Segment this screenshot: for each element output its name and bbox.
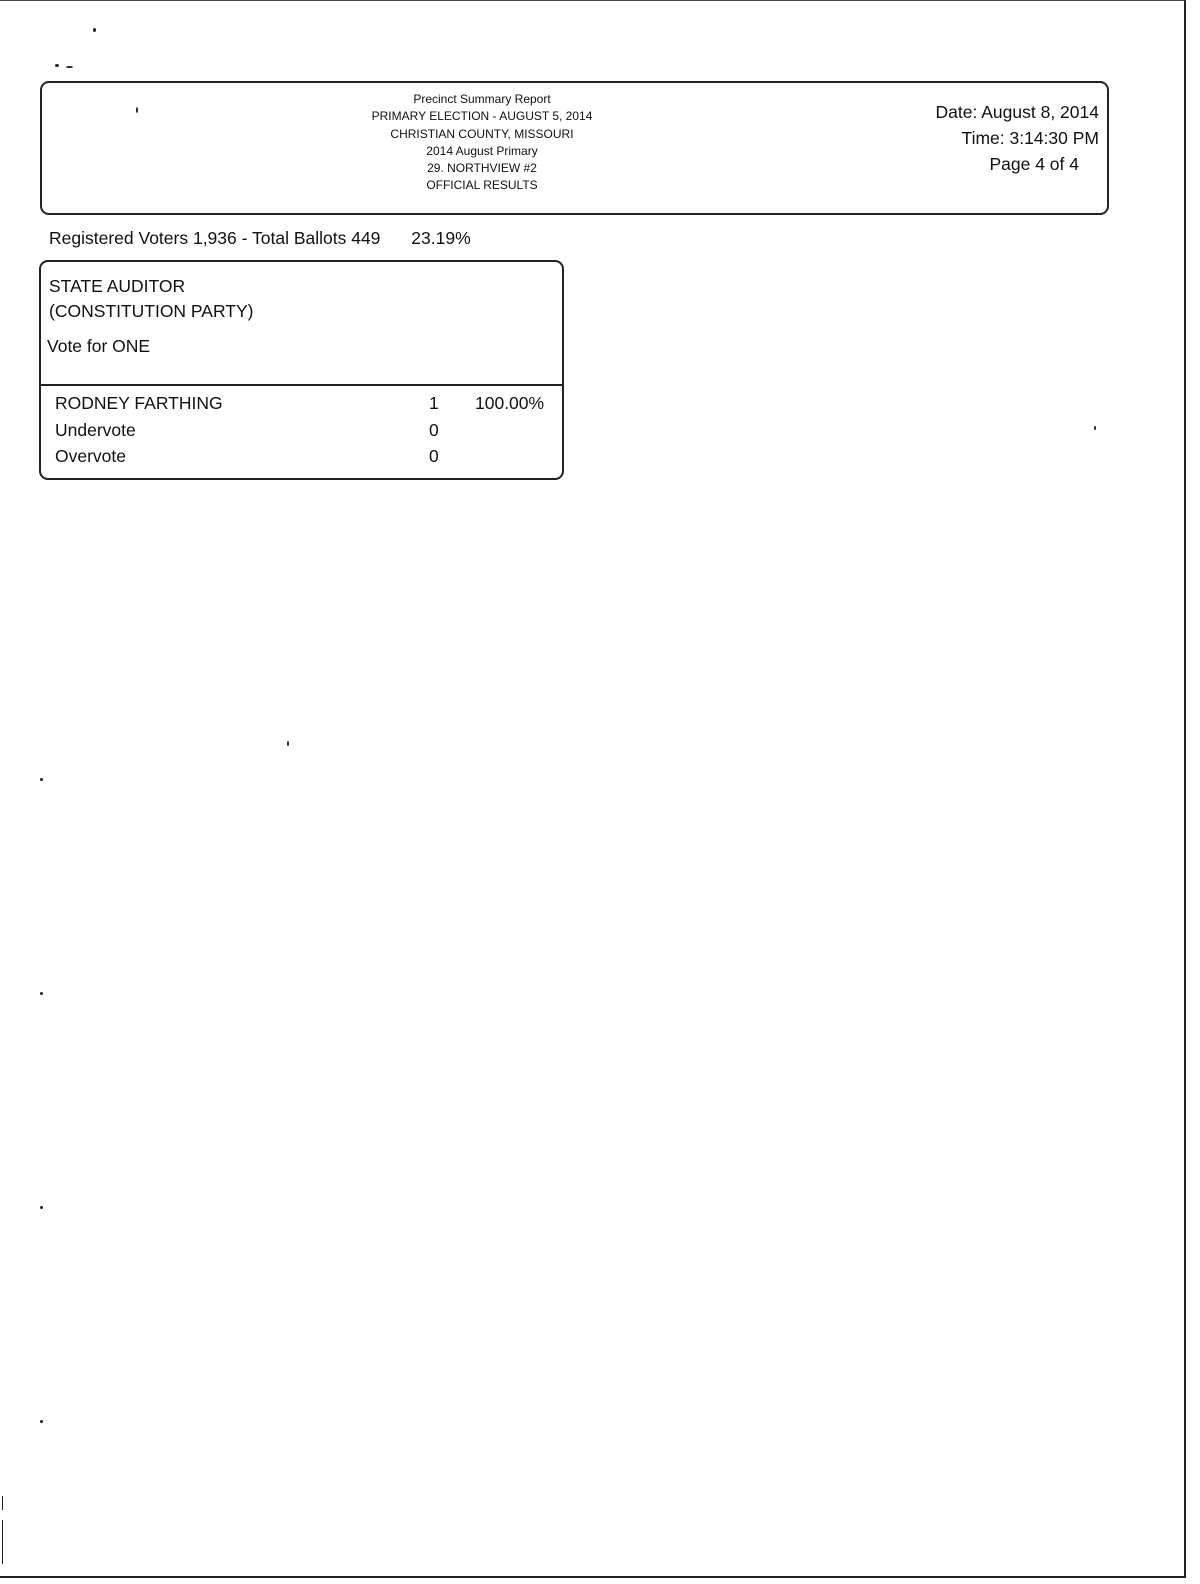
vote-for-label: Vote for ONE xyxy=(47,336,151,356)
turnout-summary xyxy=(49,228,471,249)
results-status: OFFICIAL RESULTS xyxy=(426,178,538,193)
election-name: PRIMARY ELECTION - AUGUST 5, 2014 xyxy=(371,109,593,124)
registered-voters: Registered Voters 1,936 - Total Ballots 449 xyxy=(49,228,381,248)
report-title-block xyxy=(292,91,672,195)
scan-speck xyxy=(40,992,43,995)
vote-count: 0 xyxy=(429,446,439,466)
vote-count: 1 xyxy=(429,393,439,413)
scan-speck xyxy=(40,1420,43,1423)
results-list xyxy=(55,393,555,473)
contest-box xyxy=(39,260,564,480)
scan-speck xyxy=(1094,426,1096,430)
scan-speck xyxy=(2,1496,3,1510)
report-time: Time: 3:14:30 PM xyxy=(961,128,1099,148)
report-meta xyxy=(899,99,1099,177)
contest-title xyxy=(49,274,254,324)
county-name: CHRISTIAN COUNTY, MISSOURI xyxy=(390,126,574,141)
result-row xyxy=(55,446,555,473)
page-number: Page 4 of 4 xyxy=(989,154,1079,174)
scan-speck xyxy=(93,28,96,32)
scan-speck xyxy=(66,66,73,68)
candidate-name: RODNEY FARTHING xyxy=(55,393,223,413)
contest-divider xyxy=(41,384,562,386)
vote-count: 0 xyxy=(429,419,439,440)
report-header xyxy=(40,81,1109,215)
result-row xyxy=(55,393,555,420)
turnout-percent: 23.19% xyxy=(411,228,471,248)
election-subtitle: 2014 August Primary xyxy=(426,143,538,158)
scan-speck xyxy=(287,741,289,746)
candidate-name: Undervote xyxy=(55,419,136,440)
scan-speck xyxy=(40,778,43,781)
vote-percent: 100.00% xyxy=(475,393,545,413)
contest-office: STATE AUDITOR xyxy=(49,276,186,296)
precinct-name: 29. NORTHVIEW #2 xyxy=(427,161,537,176)
result-row xyxy=(55,420,555,447)
report-date: Date: August 8, 2014 xyxy=(935,102,1099,122)
report-title: Precinct Summary Report xyxy=(413,92,551,106)
scan-speck xyxy=(2,1520,3,1564)
contest-party: (CONSTITUTION PARTY) xyxy=(49,301,254,321)
candidate-name: Overvote xyxy=(55,446,126,466)
scan-speck xyxy=(40,1206,43,1209)
scan-speck xyxy=(55,64,59,67)
